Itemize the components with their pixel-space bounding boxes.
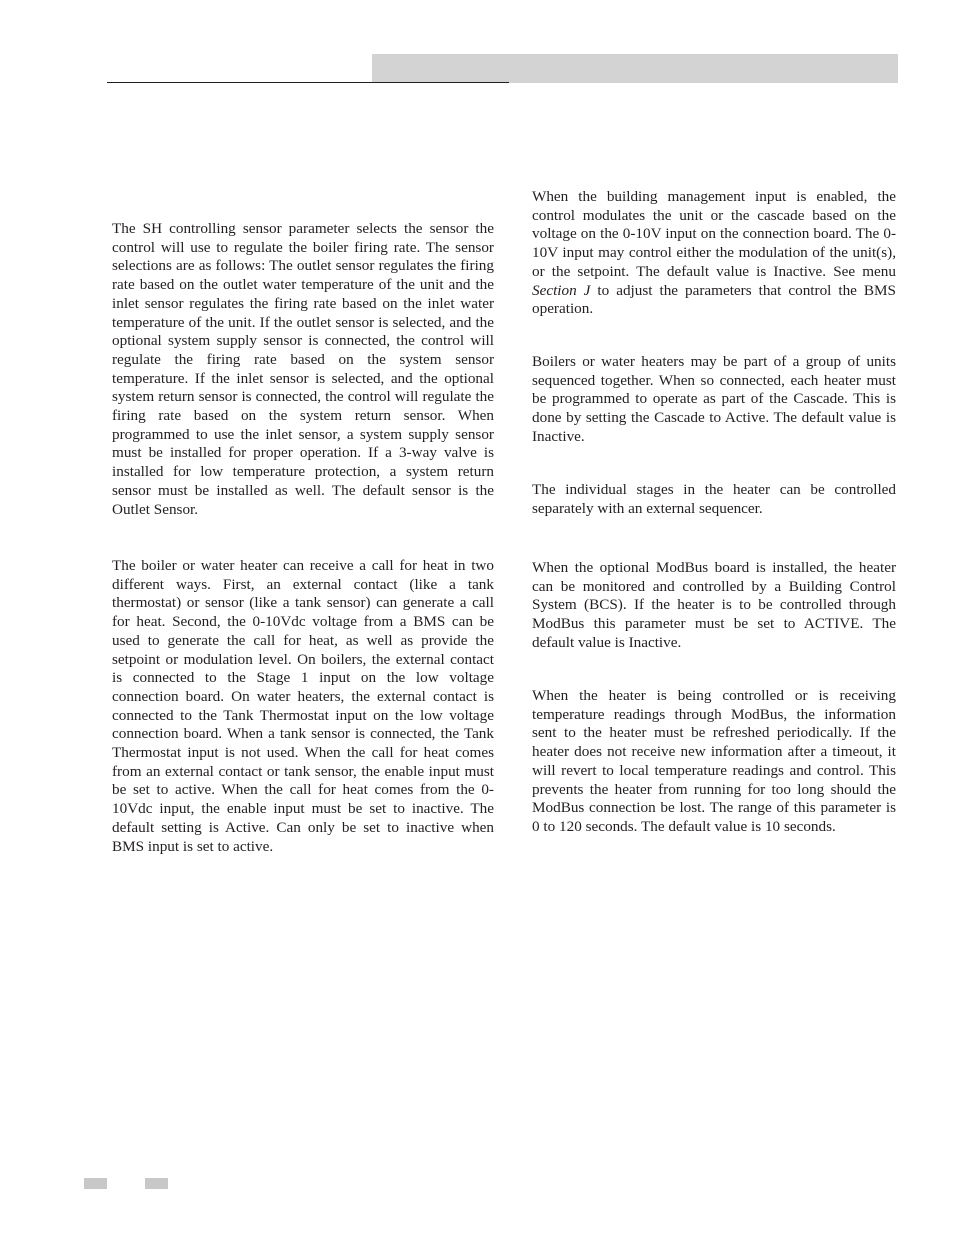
stages-paragraph: The individual stages in the heater can be controlled separately with an external sequencer. (532, 481, 896, 517)
bms-text-start: When the building management input is enabled, the control modulates the unit or the cascade based on the voltage on the 0-10V input on the connection board. The 0-10V input may control either the modulation of the unit(s), or the setpoint. The default value is Inactive. See menu (532, 188, 896, 280)
footer-block-right (145, 1178, 168, 1189)
bms-text-end: to adjust the parameters that control the BMS operation. (532, 281, 896, 318)
cascade-paragraph: Boilers or water heaters may be part of a group of units sequenced together. When so connected, each heater must be programmed to operate as part of the Cascade. This is done by setting the Cascade to Active. The default value is Inactive. (532, 353, 896, 445)
section-j-reference: Section J (532, 281, 591, 299)
header-rule (107, 82, 509, 83)
bms-paragraph (532, 188, 896, 319)
sh-sensor-paragraph: The SH controlling sensor parameter selects the sensor the control will use to regulate the boiler firing rate. The sensor selections are as follows: The outlet sensor regulates the firing rate based on the outlet water temperature of the unit and the inlet sensor regulates the firing rate based on the inlet water temperature of the unit. If the outlet sensor is selected, and the optional system supply sensor is connected, the control will regulate the firing rate based on the system sensor temperature. If the inlet sensor is selected, and the optional system return sensor is connected, the control will regulate the firing rate based on the system return sensor. When programmed to use the inlet sensor, a system supply sensor must be installed for proper operation. If a 3-way valve is installed for low temperature protection, a system return sensor must be installed as well. The default sensor is the Outlet Sensor. (112, 220, 494, 518)
header-bar (372, 54, 898, 83)
modbus-timeout-paragraph: When the heater is being controlled or is receiving temperature readings through ModBus, the information sent to the heater must be refreshed periodically. If the heater does not receive new information after a timeout, it will revert to local temperature readings and control. This prevents the heater from running for too long should the ModBus connection be lost. The range of this parameter is 0 to 120 seconds. The default value is 10 seconds. (532, 687, 896, 835)
footer-block-left (84, 1178, 107, 1189)
modbus-paragraph: When the optional ModBus board is installed, the heater can be monitored and controlled by a Building Control System (BCS). If the heater is to be controlled through ModBus this parameter must be set to ACTIVE. The default value is Inactive. (532, 559, 896, 651)
call-for-heat-paragraph: The boiler or water heater can receive a call for heat in two different ways. First, an external contact (like a tank thermostat) or sensor (like a tank sensor) can generate a call for heat. Second, the 0-10Vdc voltage from a BMS can be used to generate the call for heat, as well as provide the setpoint or modulation level. On boilers, the external contact is connected to the Stage 1 input on the low voltage connection board. On water heaters, the external contact is connected to the Tank Thermostat input on the low voltage connection board. When a tank sensor is connected, the Tank Thermostat input is not used. When the call for heat comes from an external contact or tank sensor, the enable input must be set to active. When the call for heat comes from the 0-10Vdc input, the enable input must be set to inactive. The default setting is Active. Can only be set to inactive when BMS input is set to active. (112, 557, 494, 855)
